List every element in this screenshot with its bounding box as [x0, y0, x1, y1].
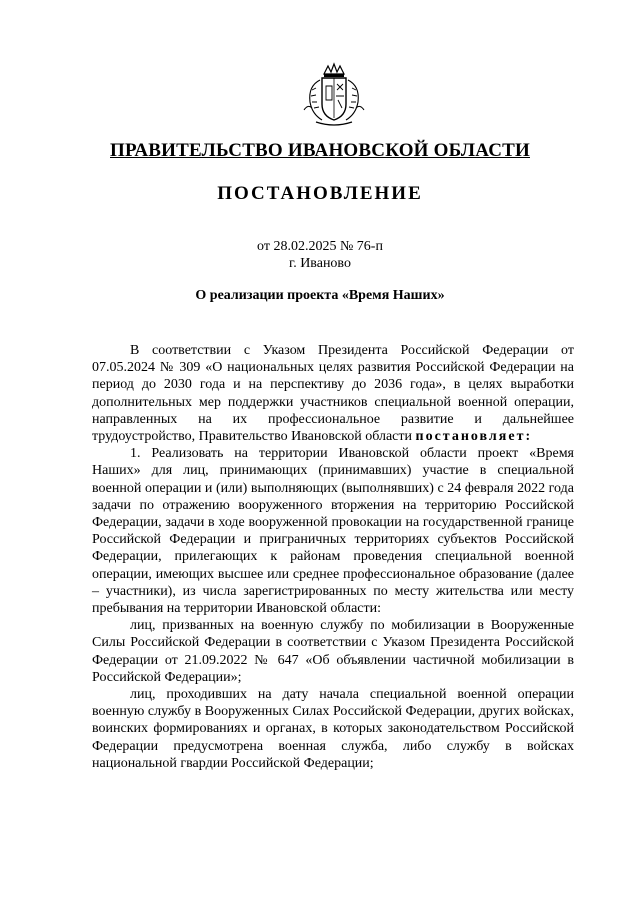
paragraph-3: лиц, проходивших на дату начала специальной военной операции военную службу в Вооруженных Силах Российской Федерации, других войсках, воинских формированиях и органах, в которых законодательством Российской Федерации предусмотрена военная служба, либо службу в войсках национальной гвардии Российской Федерации;	[92, 687, 574, 771]
coat-of-arms-emblem	[298, 60, 370, 132]
document-body	[92, 342, 574, 772]
paragraph-2: лиц, призванных на военную службу по мобилизации в Вооруженные Силы Российской Федерации в соответствии с Указом Президента Российской Федерации от 21.09.2022 № 647 «Об объявлении частичной мобилизации в Российской Федерации»;	[92, 618, 574, 685]
date-and-number-block	[0, 238, 640, 272]
preamble-paragraph	[92, 342, 574, 445]
decree-word: постановляет:	[415, 429, 533, 445]
paragraph-1: 1. Реализовать на территории Ивановской области проект «Время Наших» для лиц, принимающих (принимавших) участие в специальной военной операции и (или) выполняющих (выполнявших) с 24 февраля 2022 года задачи по отражению вооруженного вторжения на территорию Российской Федерации, задачи в ходе вооруженной провокации на государственной границе Российской Федерации и приграничных территориях субъектов Российской Федерации, прилегающих к районам проведения специальной военной операции, имеющих высшее или среднее профессиональное образование (далее – участники), из числа зарегистрированных по месту жительства или месту пребывания на территории Ивановской области:	[92, 446, 574, 617]
document-title: О реализации проекта «Время Наших»	[195, 288, 445, 303]
date-number: от 28.02.2025 № 76-п	[257, 239, 383, 254]
document-type: ПОСТАНОВЛЕНИЕ	[217, 183, 423, 204]
preamble-text: В соответствии с Указом Президента Российской Федерации от 07.05.2024 № 309 «О национальных целях развития Российской Федерации на период до 2030 года и на перспективу до 2036 года», в целях выработки дополнительных мер поддержки участников специальной военной операции, направленных на их профессиональное развитие и дальнейшее трудоустройство, Правительство Ивановской области	[92, 343, 574, 445]
city: г. Иваново	[289, 256, 351, 271]
organization-name: ПРАВИТЕЛЬСТВО ИВАНОВСКОЙ ОБЛАСТИ	[110, 140, 530, 161]
